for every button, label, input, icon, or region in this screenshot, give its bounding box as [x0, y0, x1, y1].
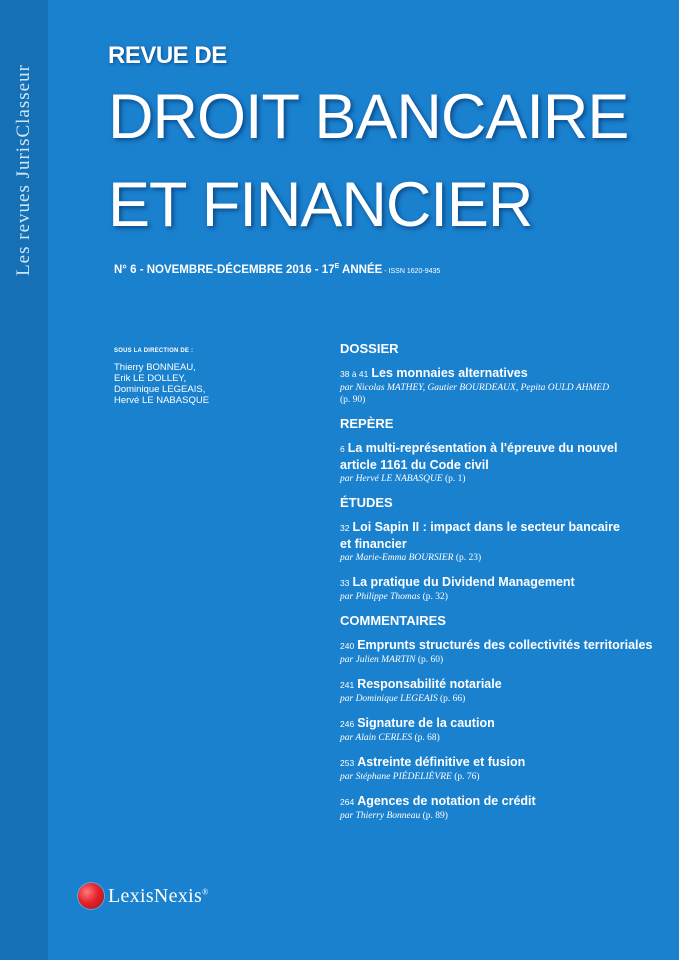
article-title: Responsabilité notariale — [357, 677, 502, 691]
issue-issn: - ISSN 1620-9435 — [382, 267, 441, 275]
article-title: La pratique du Dividend Management — [352, 575, 575, 589]
article-number: 6 — [340, 444, 345, 454]
table-of-contents — [340, 341, 670, 832]
article-author: par Marie-Emma BOURSIER — [340, 553, 454, 563]
direction-label: SOUS LA DIRECTION DE : — [114, 348, 194, 354]
article-author: par Nicolas MATHEY, Gautier BOURDEAUX, Pepita OULD AHMED — [340, 383, 610, 393]
article-title-continued: et financier — [340, 537, 407, 551]
logo-name: LexisNexis — [108, 884, 203, 907]
article-title: Astreinte définitive et fusion — [357, 755, 526, 769]
section-title: ÉTUDES — [340, 495, 393, 510]
article-title: Les monnaies alternatives — [371, 366, 528, 380]
publisher-logo — [78, 883, 208, 909]
toc-article[interactable] — [340, 754, 670, 783]
article-author: par Dominique LEGEAIS — [340, 694, 438, 704]
masthead-title-line1: DROIT BANCAIRE — [108, 82, 629, 152]
director-name: Thierry BONNEAU, — [114, 362, 196, 373]
article-number: 246 — [340, 719, 355, 729]
article-author: par Philippe Thomas — [340, 592, 421, 602]
article-number: 253 — [340, 758, 355, 768]
article-author: par Alain CERLES — [340, 733, 413, 743]
section-title: COMMENTAIRES — [340, 613, 446, 628]
issue-sup: E — [334, 263, 340, 270]
article-number: 33 — [340, 578, 350, 588]
article-number: 38 à 41 — [340, 369, 369, 379]
article-page: (p. 23) — [455, 553, 482, 563]
article-page: (p. 90) — [340, 395, 366, 405]
section-title: REPÈRE — [340, 416, 394, 431]
article-page: (p. 32) — [422, 592, 448, 602]
toc-article[interactable] — [340, 440, 670, 485]
article-page: (p. 68) — [414, 733, 440, 743]
toc-article[interactable] — [340, 637, 670, 666]
toc-section-repere — [340, 416, 670, 485]
issue-main: N° 6 - NOVEMBRE-DÉCEMBRE 2016 - 17 — [114, 263, 335, 276]
article-author: par Hervé LE NABASQUE — [340, 474, 443, 484]
article-page: (p. 89) — [422, 811, 448, 821]
article-page: (p. 66) — [440, 694, 466, 704]
lexisnexis-logo-icon — [78, 883, 104, 909]
toc-article[interactable] — [340, 715, 670, 744]
toc-section-etudes — [340, 495, 670, 603]
article-author: par Stéphane PIÉDELIÈVRE — [340, 772, 452, 782]
publisher-name — [108, 885, 208, 908]
toc-article[interactable] — [340, 365, 670, 406]
article-author: par Thierry Bonneau — [340, 811, 421, 821]
article-page: (p. 60) — [417, 655, 444, 665]
toc-article[interactable] — [340, 676, 670, 705]
article-title: Emprunts structurés des collectivités territoriales — [357, 638, 653, 652]
toc-article[interactable] — [340, 574, 670, 603]
masthead-title-line2: ET FINANCIER — [108, 170, 533, 240]
article-title: La multi-représentation à l'épreuve du nouvel — [347, 441, 618, 455]
masthead — [108, 42, 629, 240]
issue-annee: ANNÉE — [339, 263, 383, 276]
article-page: (p. 76) — [454, 772, 480, 782]
article-number: 32 — [340, 523, 350, 533]
article-title: Signature de la caution — [357, 716, 495, 730]
registered-mark: ® — [202, 886, 209, 896]
director-name: Dominique LEGEAIS, — [114, 384, 206, 395]
toc-article[interactable] — [340, 519, 670, 564]
toc-article[interactable] — [340, 793, 670, 822]
article-number: 264 — [340, 797, 355, 807]
section-title: DOSSIER — [340, 341, 399, 356]
article-title: Agences de notation de crédit — [357, 794, 536, 808]
masthead-revue-de: REVUE DE — [108, 42, 227, 69]
toc-section-dossier — [340, 341, 670, 406]
article-number: 241 — [340, 680, 355, 690]
toc-section-commentaires — [340, 613, 670, 822]
article-number: 240 — [340, 641, 355, 651]
director-name: Hervé LE NABASQUE — [114, 395, 210, 406]
article-title: Loi Sapin II : impact dans le secteur bancaire — [352, 520, 620, 534]
article-page: (p. 1) — [445, 474, 466, 484]
spine-series-name: Les revues JurisClasseur — [13, 64, 34, 276]
spine-band — [0, 0, 48, 960]
director-name: Erik LE DOLLEY, — [114, 373, 187, 384]
article-title-continued: article 1161 du Code civil — [340, 458, 489, 472]
article-author: par Julien MARTIN — [340, 655, 416, 665]
editorial-direction — [114, 346, 209, 406]
issue-line — [114, 263, 440, 276]
